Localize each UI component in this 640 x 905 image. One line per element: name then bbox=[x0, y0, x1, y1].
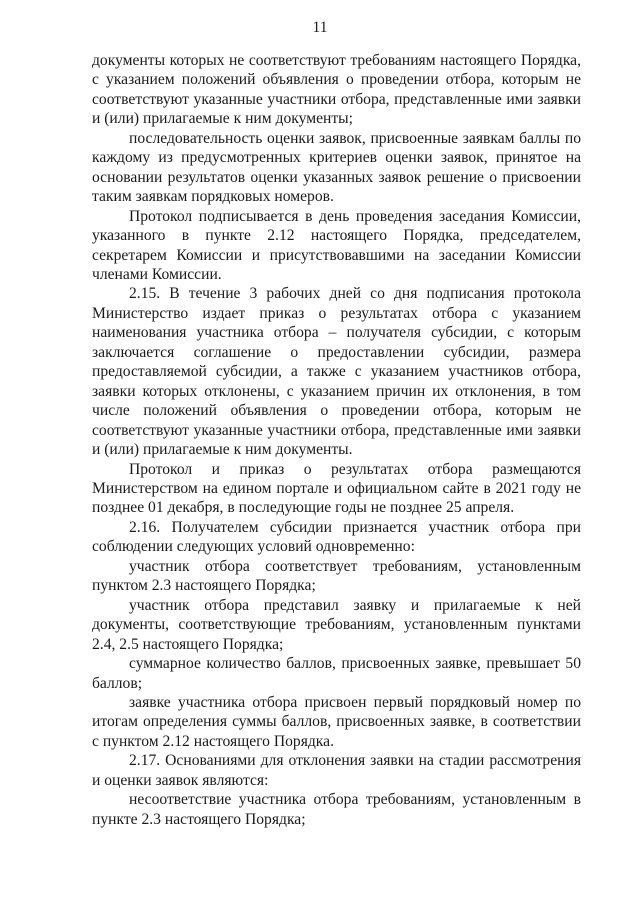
paragraph: 2.16. Получателем субсидии признается участник отбора при соблюдении следующих условий одновременно: bbox=[92, 518, 581, 556]
paragraph: участник отбора соответствует требованиям, установленным пунктом 2.3 настоящего Порядка; bbox=[92, 557, 581, 595]
paragraph: Протокол подписывается в день проведения заседания Комиссии, указанного в пункте 2.12 настоящего Порядка, председателем, секретарем Комиссии и присутствовавшими на заседании Комиссии членами Комиссии. bbox=[92, 207, 581, 283]
document-body bbox=[92, 51, 581, 829]
paragraph: последовательность оценки заявок, присвоенные заявкам баллы по каждому из предусмотренных критериев оценки заявок, принятое на основании результатов оценки указанных заявок решение о присвоении таким заявкам порядковых номеров. bbox=[92, 129, 581, 206]
paragraph: несоответствие участника отбора требованиям, установленным в пункте 2.3 настоящего Порядка; bbox=[92, 791, 581, 828]
paragraph: участник отбора представил заявку и прилагаемые к ней документы, соответствующие требованиям, установленным пунктами 2.4, 2.5 настоящего Порядка; bbox=[92, 596, 581, 653]
paragraph: заявке участника отбора присвоен первый порядковый номер по итогам определения суммы баллов, присвоенных заявке, в соответствии с пунктом 2.12 настоящего Порядка. bbox=[92, 693, 581, 750]
page-number: 11 bbox=[312, 19, 328, 36]
paragraph: документы которых не соответствуют требованиям настоящего Порядка, с указанием положений объявления о проведении отбора, которым не соответствуют указанные участники отбора, представленные ими заявки и (или) прилагаемые к ним документы; bbox=[92, 52, 581, 128]
paragraph: 2.17. Основаниями для отклонения заявки на стадии рассмотрения и оценки заявок являются: bbox=[92, 752, 581, 789]
paragraph: 2.15. В течение 3 рабочих дней со дня подписания протокола Министерство издает приказ о результатах отбора с указанием наименования участника отбора – получателя субсидии, с которым заключается соглашение о предоставлении субсидии, размера предоставляемой субсидии, а также с указанием участников отбора, заявки которых отклонены, с указанием причин их отклонения, в том числе положений объявления о проведении отбора, которым не соответствуют указанные участники отбора, представленные ими заявки и (или) прилагаемые к ним документы. bbox=[92, 285, 581, 459]
paragraph: Протокол и приказ о результатах отбора размещаются Министерством на едином портале и официальном сайте в 2021 году не позднее 01 декабря, в последующие годы не позднее 25 апреля. bbox=[92, 460, 581, 517]
paragraph: суммарное количество баллов, присвоенных заявке, превышает 50 баллов; bbox=[92, 655, 581, 692]
